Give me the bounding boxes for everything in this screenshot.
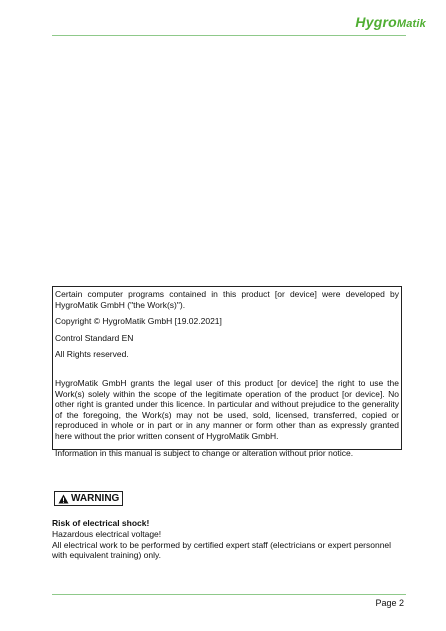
warning-label-text: WARNING <box>71 493 120 504</box>
risk-line-voltage: Hazardous electrical voltage! <box>52 528 162 539</box>
notice-licence: HygroMatik GmbH grants the legal user of this product [or device] the right to use the Work(s) solely within the scope of the legitimate operation of the product [or device]. No other right is granted under this licence. In particular and without prejudice to the generality of the foregoing, the Work(s) may not be used, sold, licensed, transferred, copied or reproduced in whole or in part or in any manner or form other than as expressly granted here without the prior written consent of HygroMatik GmbH. <box>55 377 399 441</box>
header-divider <box>52 35 406 36</box>
warning-triangle-icon <box>58 494 69 504</box>
notice-information: Information in this manual is subject to change or alteration without prior notice. <box>55 447 354 458</box>
risk-line-staff: All electrical work to be performed by certified expert staff (electricians or expert personnel with equivalent training) only. <box>52 539 392 561</box>
warning-label <box>54 491 123 506</box>
notice-programs: Certain computer programs contained in this product [or device] were developed by HygroMatik GmbH ("the Work(s)"). <box>55 289 399 310</box>
page-number: Page 2 <box>375 598 404 608</box>
notice-control: Control Standard EN <box>55 332 134 343</box>
footer-divider <box>52 594 406 595</box>
hygromatik-logo <box>355 14 426 30</box>
logo-text-hygro: Hygro <box>355 14 397 30</box>
electrical-risk-warning <box>52 518 404 561</box>
risk-title: Risk of electrical shock! <box>52 518 150 528</box>
legal-notice-box <box>52 286 402 458</box>
logo-text-matik: Matik <box>396 18 426 30</box>
notice-rights: All Rights reserved. <box>55 349 129 360</box>
notice-copyright: Copyright © HygroMatik GmbH [19.02.2021] <box>55 316 222 327</box>
